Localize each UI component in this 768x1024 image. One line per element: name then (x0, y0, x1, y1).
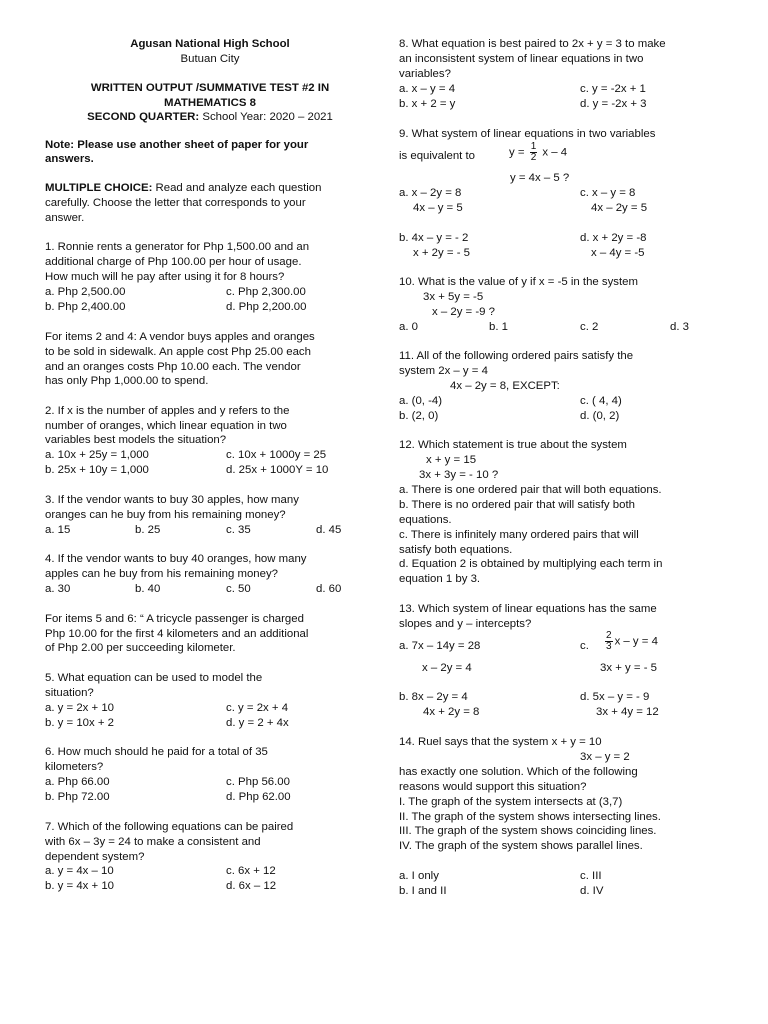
instructions-line2: carefully. Choose the letter that corresponds to your (45, 197, 306, 209)
quarter-label: SECOND QUARTER: (87, 111, 200, 123)
q13-line2: slopes and y – intercepts? (399, 618, 532, 630)
test-title-line2: MATHEMATICS 8 (164, 97, 256, 109)
context-2-4-line4: has only Php 1,000.00 to spend. (45, 375, 209, 387)
q4-option-d: d. 60 (316, 583, 342, 595)
q11-line1: 11. All of the following ordered pairs satisfy the (399, 350, 634, 362)
q8-line3: variables? (399, 68, 451, 80)
q9-option-b1: b. 4x – y = - 2 (399, 232, 469, 244)
q13-option-a2: x – 2y = 4 (422, 662, 472, 674)
note-line2: answers. (45, 153, 94, 165)
q13-fraction (605, 631, 613, 652)
q14-reason-1: I. The graph of the system intersects at (3,7) (399, 796, 623, 808)
q8-option-c: c. y = -2x + 1 (580, 83, 646, 95)
q14-reason-4: IV. The graph of the system shows parallel lines. (399, 840, 643, 852)
q6-option-c: c. Php 56.00 (226, 776, 290, 788)
q9-option-a2: 4x – y = 5 (413, 202, 463, 214)
q12-option-b-line1: b. There is no ordered pair that will satisfy both (399, 499, 635, 511)
q13-option-a1: a. 7x – 14y = 28 (399, 640, 481, 652)
q11-option-c: c. ( 4, 4) (580, 395, 622, 407)
q12-option-d-line2: equation 1 by 3. (399, 573, 481, 585)
q10-option-d: d. 3 (670, 321, 689, 333)
q7-line1: 7. Which of the following equations can be paired (45, 821, 294, 833)
q5-line1: 5. What equation can be used to model the (45, 672, 263, 684)
q2-line2: number of oranges, which linear equation in two (45, 420, 287, 432)
q2-option-b: b. 25x + 10y = 1,000 (45, 464, 149, 476)
q9-eq1-rhs: x – 4 (542, 146, 568, 159)
q10-equation1: 3x + 5y = -5 (423, 291, 484, 303)
q12-option-b-line2: equations. (399, 514, 452, 526)
q9-option-c1: c. x – y = 8 (580, 187, 636, 199)
city-name: Butuan City (180, 53, 240, 65)
q4-option-a: a. 30 (45, 583, 71, 595)
context-2-4-line2: to be sold in sidewalk. An apple cost Php 25.00 each (45, 346, 311, 358)
q14-equation2: 3x – y = 2 (580, 751, 630, 763)
context-2-4-line3: and an oranges costs Php 10.00 each. The vendor (45, 361, 301, 373)
q13-option-b2: 4x + 2y = 8 (423, 706, 480, 718)
q13-option-d1: d. 5x – y = - 9 (580, 691, 650, 703)
q1-option-c: c. Php 2,300.00 (226, 286, 306, 298)
q6-line1: 6. How much should he paid for a total of 35 (45, 746, 268, 758)
q12-option-a: a. There is one ordered pair that will both equations. (399, 484, 662, 496)
q3-line2: oranges can he buy from his remaining money? (45, 509, 286, 521)
q9-option-d1: d. x + 2y = -8 (580, 232, 647, 244)
q1-line3: How much will he pay after using it for 8 hours? (45, 271, 285, 283)
q14-option-b: b. I and II (399, 885, 447, 897)
q12-option-c-line2: satisfy both equations. (399, 544, 513, 556)
q13-fraction-denominator: 3 (606, 641, 612, 652)
q9-option-a1: a. x – 2y = 8 (399, 187, 462, 199)
q12-option-c-line1: c. There is infinitely many ordered pairs that will (399, 529, 639, 541)
q8-line2: an inconsistent system of linear equations in two (399, 53, 644, 65)
note-line1: Note: Please use another sheet of paper for your (45, 139, 309, 151)
q6-line2: kilometers? (45, 761, 104, 773)
q2-line3: variables best models the situation? (45, 434, 227, 446)
instructions-text: Read and analyze each question (152, 182, 322, 194)
q3-option-c: c. 35 (226, 524, 251, 536)
q10-option-a: a. 0 (399, 321, 418, 333)
q7-option-b: b. y = 4x + 10 (45, 880, 115, 892)
q4-line1: 4. If the vendor wants to buy 40 oranges, how many (45, 553, 307, 565)
q1-line2: additional charge of Php 100.00 per hour of usage. (45, 256, 302, 268)
school-year: School Year: 2020 – 2021 (199, 111, 333, 123)
q14-option-a: a. I only (399, 870, 439, 882)
context-5-6-line1: For items 5 and 6: “ A tricycle passenger is charged (45, 613, 304, 625)
q14-line3: has exactly one solution. Which of the following (399, 766, 638, 778)
q9-option-b2: x + 2y = - 5 (413, 247, 470, 259)
q11-equation2: 4x – 2y = 8, EXCEPT: (450, 380, 560, 392)
q6-option-d: d. Php 62.00 (226, 791, 291, 803)
q3-option-d: d. 45 (316, 524, 342, 536)
q13-line1: 13. Which system of linear equations has the same (399, 603, 657, 615)
q1-line1: 1. Ronnie rents a generator for Php 1,500.00 and an (45, 241, 310, 253)
instructions-line3: answer. (45, 212, 85, 224)
q12-option-d-line1: d. Equation 2 is obtained by multiplying each term in (399, 558, 663, 570)
q13-option-c1-text: x – y = 4 (614, 635, 658, 648)
q7-option-c: c. 6x + 12 (226, 865, 276, 877)
q13-option-d2: 3x + 4y = 12 (596, 706, 659, 718)
q9-line2: is equivalent to (399, 150, 475, 162)
q13-option-b1: b. 8x – 2y = 4 (399, 691, 468, 703)
q9-fraction (530, 142, 538, 163)
quarter-line (45, 110, 375, 125)
q5-line2: situation? (45, 687, 94, 699)
q7-line2: with 6x – 3y = 24 to make a consistent and (45, 836, 261, 848)
q12-equation1: x + y = 15 (426, 454, 477, 466)
instructions-label: MULTIPLE CHOICE: (45, 182, 153, 194)
q11-option-b: b. (2, 0) (399, 410, 439, 422)
q13-option-c1 (603, 631, 658, 652)
q4-option-c: c. 50 (226, 583, 251, 595)
q1-option-b: b. Php 2,400.00 (45, 301, 126, 313)
q14-reason-3: III. The graph of the system shows coinciding lines. (399, 825, 657, 837)
q13-option-c-label: c. (580, 640, 589, 652)
instructions-line1 (45, 181, 321, 196)
q10-line1: 10. What is the value of y if x = -5 in the system (399, 276, 638, 288)
q2-option-c: c. 10x + 1000y = 25 (226, 449, 327, 461)
test-title-line1: WRITTEN OUTPUT /SUMMATIVE TEST #2 IN (90, 82, 330, 94)
context-2-4-line1: For items 2 and 4: A vendor buys apples and oranges (45, 331, 315, 343)
q10-equation2: x – 2y = -9 ? (432, 306, 495, 318)
q7-line3: dependent system? (45, 851, 145, 863)
q13-fraction-numerator: 2 (606, 630, 612, 641)
q14-option-c: c. III (580, 870, 602, 882)
q1-option-d: d. Php 2,200.00 (226, 301, 307, 313)
q3-option-b: b. 25 (135, 524, 161, 536)
q7-option-d: d. 6x – 12 (226, 880, 277, 892)
q8-line1: 8. What equation is best paired to 2x + y = 3 to make (399, 38, 666, 50)
q9-equation2: y = 4x – 5 ? (510, 172, 570, 184)
q10-option-b: b. 1 (489, 321, 508, 333)
q5-option-b: b. y = 10x + 2 (45, 717, 115, 729)
q11-line2: system 2x – y = 4 (399, 365, 488, 377)
q3-line1: 3. If the vendor wants to buy 30 apples, how many (45, 494, 299, 506)
q12-equation2: 3x + 3y = - 10 ? (419, 469, 499, 481)
q14-reason-2: II. The graph of the system shows intersecting lines. (399, 811, 661, 823)
q10-option-c: c. 2 (580, 321, 599, 333)
q11-option-a: a. (0, -4) (399, 395, 443, 407)
q9-fraction-numerator: 1 (530, 141, 537, 152)
q2-line1: 2. If x is the number of apples and y refers to the (45, 405, 290, 417)
q9-fraction-denominator: 2 (530, 152, 537, 163)
q3-option-a: a. 15 (45, 524, 71, 536)
q2-option-a: a. 10x + 25y = 1,000 (45, 449, 149, 461)
q1-option-a: a. Php 2,500.00 (45, 286, 126, 298)
q11-option-d: d. (0, 2) (580, 410, 620, 422)
q6-option-b: b. Php 72.00 (45, 791, 110, 803)
q9-line1: 9. What system of linear equations in two variables (399, 128, 656, 140)
school-name: Agusan National High School (130, 38, 290, 50)
q5-option-d: d. y = 2 + 4x (226, 717, 289, 729)
q9-equation1 (509, 142, 567, 163)
q14-line1: 14. Ruel says that the system x + y = 10 (399, 736, 602, 748)
q8-option-a: a. x – y = 4 (399, 83, 456, 95)
q9-option-c2: 4x – 2y = 5 (591, 202, 648, 214)
q9-option-d2: x – 4y = -5 (591, 247, 645, 259)
q14-line4: reasons would support this situation? (399, 781, 587, 793)
q8-option-b: b. x + 2 = y (399, 98, 456, 110)
q14-option-d: d. IV (580, 885, 604, 897)
q12-line1: 12. Which statement is true about the system (399, 439, 627, 451)
q5-option-a: a. y = 2x + 10 (45, 702, 115, 714)
q4-option-b: b. 40 (135, 583, 161, 595)
context-5-6-line3: of Php 2.00 per succeeding kilometer. (45, 642, 236, 654)
q6-option-a: a. Php 66.00 (45, 776, 110, 788)
context-5-6-line2: Php 10.00 for the first 4 kilometers and an additional (45, 628, 309, 640)
q5-option-c: c. y = 2x + 4 (226, 702, 289, 714)
q2-option-d: d. 25x + 1000Y = 10 (226, 464, 329, 476)
q9-eq1-lhs: y = (509, 146, 525, 159)
q8-option-d: d. y = -2x + 3 (580, 98, 647, 110)
q13-option-c2: 3x + y = - 5 (600, 662, 657, 674)
q4-line2: apples can he buy from his remaining money? (45, 568, 279, 580)
q7-option-a: a. y = 4x – 10 (45, 865, 114, 877)
